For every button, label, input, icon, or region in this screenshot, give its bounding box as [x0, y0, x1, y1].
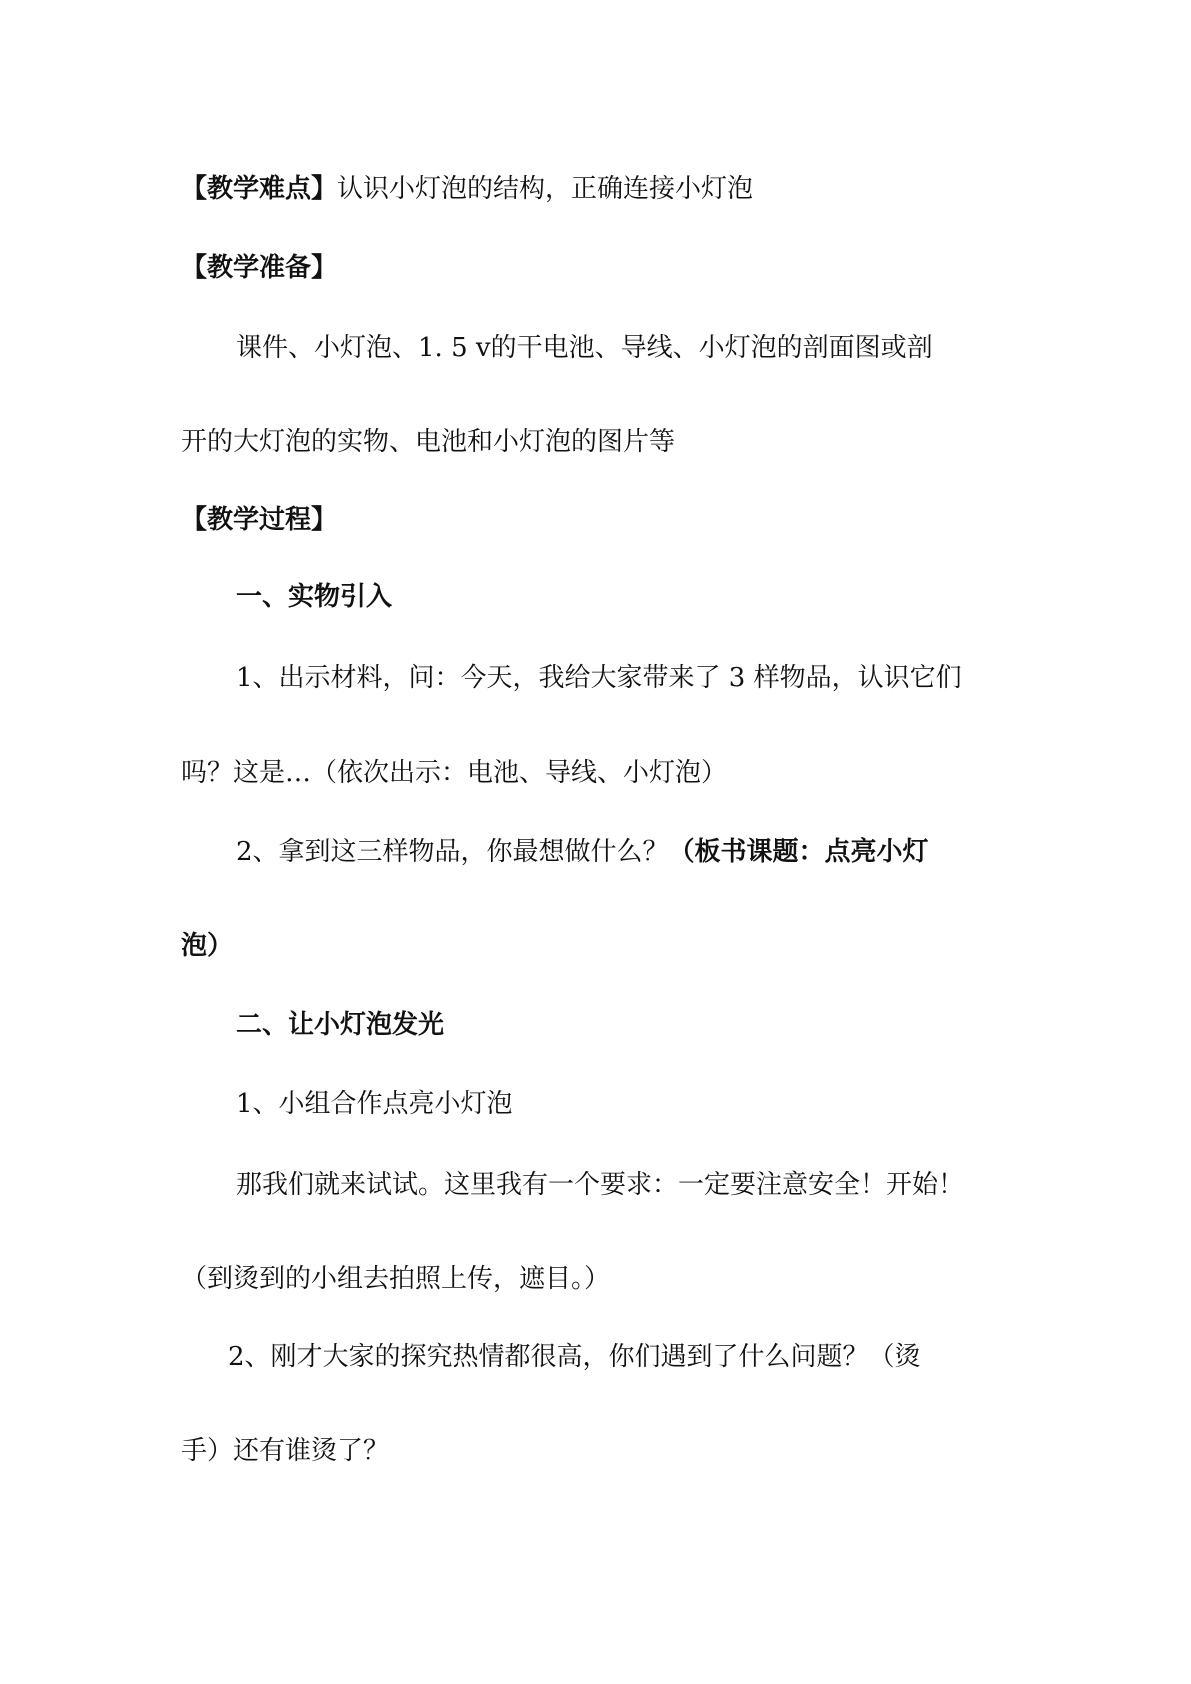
blackboard-title-note: （板书课题：点亮小灯 — [668, 837, 929, 867]
teaching-difficulty-label: 【教学难点】 — [181, 174, 338, 204]
section-1-item-1-line-1: 1、出示材料，问：今天，我给大家带来了 3 样物品，认识它们 — [236, 663, 962, 693]
section-2-item-1: 1、小组合作点亮小灯泡 — [236, 1089, 513, 1119]
section-2-item-2-line-1: 2、刚才大家的探究热情都很高，你们遇到了什么问题？（烫 — [228, 1342, 921, 1372]
blackboard-title-note-continued: 泡） — [181, 931, 234, 961]
section-2-paragraph-line-1: 那我们就来试试。这里我有一个要求：一定要注意安全！开始！ — [236, 1170, 965, 1200]
section-2-paragraph-line-2: （到烫到的小组去拍照上传，遮目。） — [181, 1264, 611, 1294]
teaching-process-heading: 【教学过程】 — [181, 505, 338, 535]
preparation-text-line-2: 开的大灯泡的实物、电池和小灯泡的图片等 — [181, 427, 676, 457]
section-2-item-2-line-2: 手）还有谁烫了？ — [181, 1436, 390, 1466]
section-1-item-2-line-1 — [236, 835, 929, 869]
preparation-text-line-1: 课件、小灯泡、1. 5 v的干电池、导线、小灯泡的剖面图或剖 — [236, 333, 933, 363]
section-2-heading: 二、让小灯泡发光 — [236, 1010, 445, 1040]
teaching-preparation-heading: 【教学准备】 — [181, 253, 338, 283]
teaching-difficulty-line — [181, 172, 753, 206]
section-1-item-2-question: 2、拿到这三样物品，你最想做什么？ — [236, 837, 669, 867]
section-1-item-1-line-2: 吗？这是…（依次出示：电池、导线、小灯泡） — [181, 758, 728, 788]
section-1-heading: 一、实物引入 — [236, 582, 393, 612]
teaching-difficulty-text: 认识小灯泡的结构，正确连接小灯泡 — [337, 174, 754, 204]
